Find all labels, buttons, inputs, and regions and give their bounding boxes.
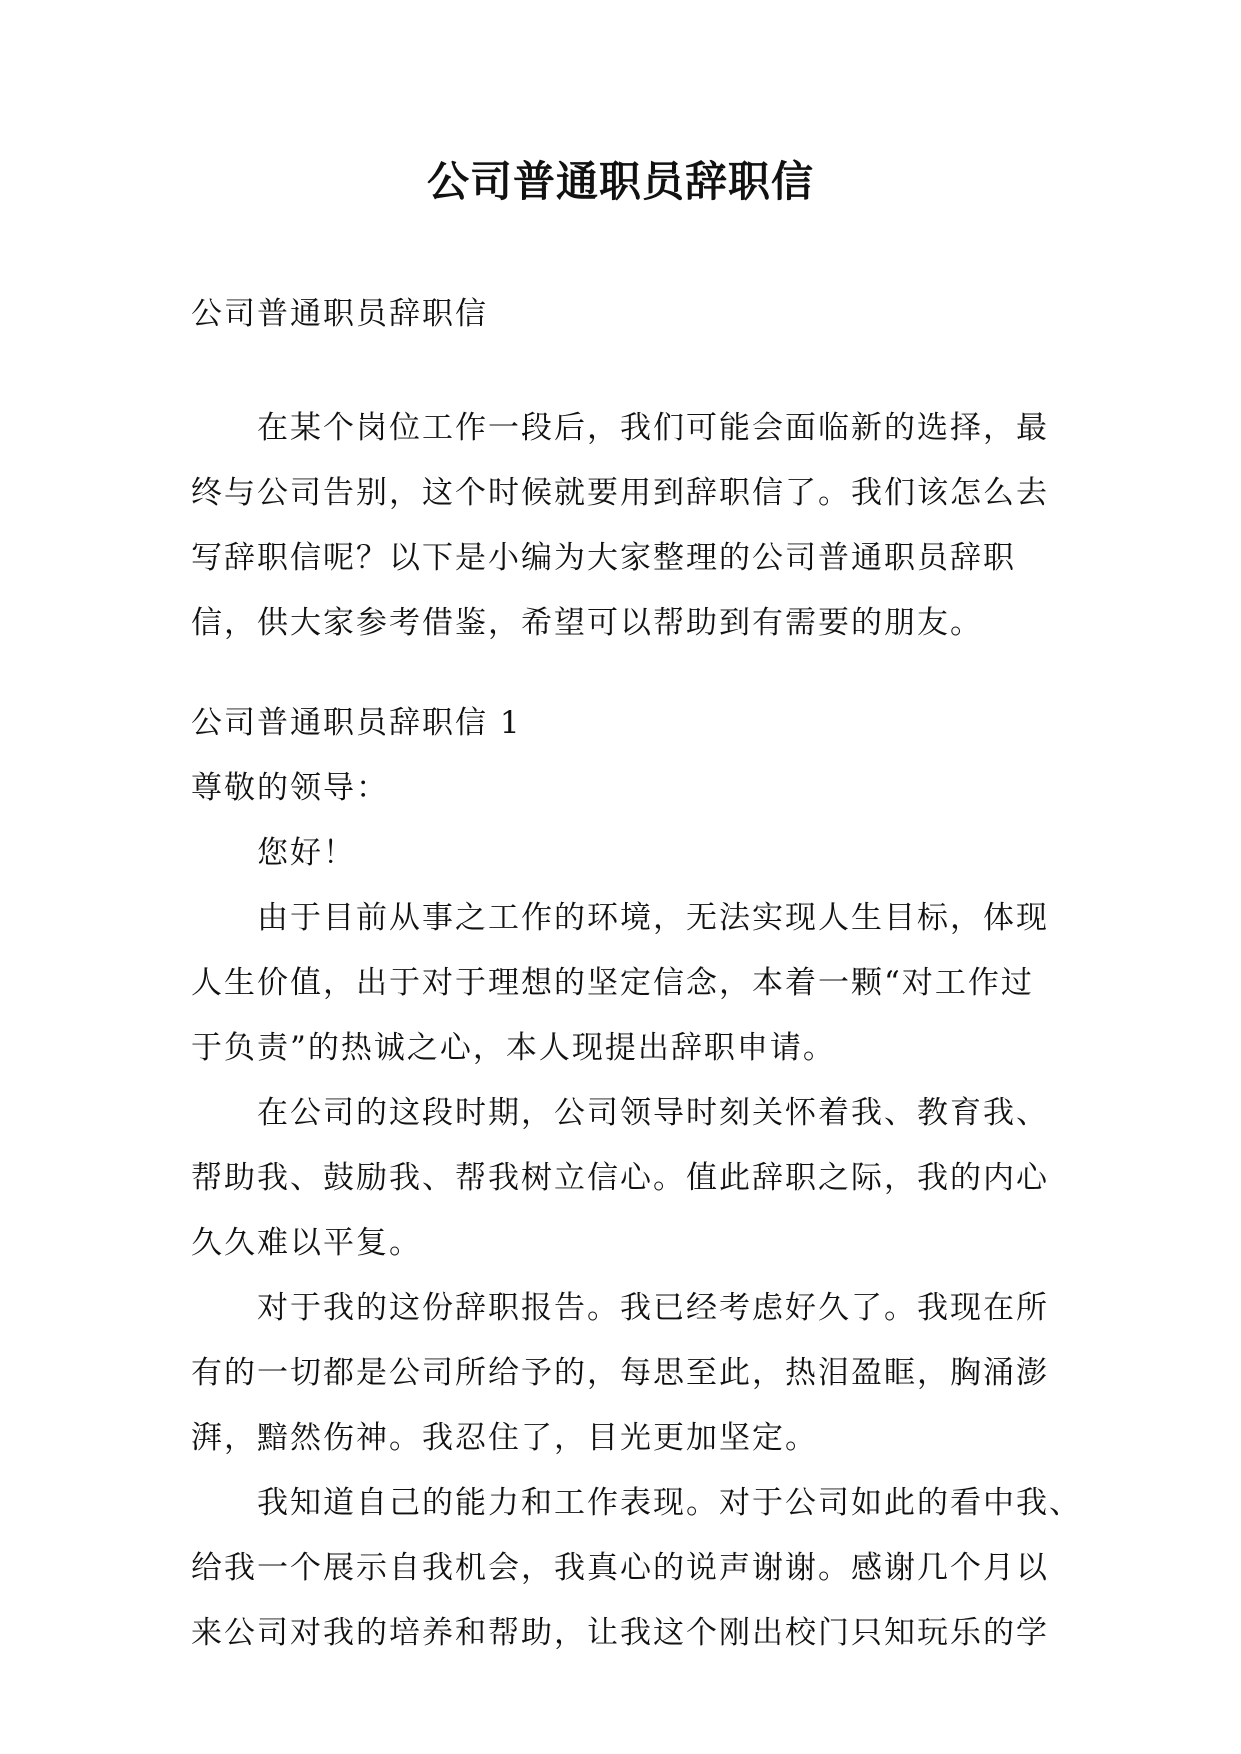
- letter-heading: 公司普通职员辞职信 1: [191, 705, 522, 741]
- intro-paragraph: [191, 396, 1056, 656]
- paragraph-3-line: 湃，黯然伤神。我忍住了，目光更加坚定。: [191, 1420, 818, 1456]
- paragraph-4-line: 来公司对我的培养和帮助，让我这个刚出校门只知玩乐的学: [191, 1615, 1049, 1651]
- intro-line: 在某个岗位工作一段后，我们可能会面临新的选择，最: [257, 410, 1049, 446]
- paragraph-1-line: 于负责”的热诚之心，本人现提出辞职申请。: [191, 1030, 836, 1066]
- intro-line: 信，供大家参考借鉴，希望可以帮助到有需要的朋友。: [191, 605, 983, 641]
- paragraph-1-line: 由于目前从事之工作的环境，无法实现人生目标，体现: [257, 900, 1049, 936]
- letter-greeting: 您好！: [257, 835, 356, 871]
- intro-line: 终与公司告别，这个时候就要用到辞职信了。我们该怎么去: [191, 475, 1049, 511]
- intro-line: 写辞职信呢？以下是小编为大家整理的公司普通职员辞职: [191, 540, 1016, 576]
- paragraph-2-line: 久久难以平复。: [191, 1225, 422, 1261]
- paragraph-4-line: 我知道自己的能力和工作表现。对于公司如此的看中我、: [257, 1485, 1082, 1521]
- paragraph-1-line: 人生价值，出于对于理想的坚定信念，本着一颗“对工作过: [191, 965, 1034, 1001]
- paragraph-3-line: 有的一切都是公司所给予的，每思至此，热泪盈眶，胸涌澎: [191, 1355, 1049, 1391]
- paragraph-2-line: 在公司的这段时期，公司领导时刻关怀着我、教育我、: [257, 1095, 1049, 1131]
- letter-body: [191, 691, 1082, 1666]
- paragraph-4-line: 给我一个展示自我机会，我真心的说声谢谢。感谢几个月以: [191, 1550, 1049, 1586]
- letter-salutation: 尊敬的领导：: [191, 770, 389, 806]
- paragraph-3-line: 对于我的这份辞职报告。我已经考虑好久了。我现在所: [257, 1290, 1049, 1326]
- subtitle-line: 公司普通职员辞职信: [191, 296, 488, 332]
- document-title: 公司普通职员辞职信: [426, 157, 814, 206]
- paragraph-2-line: 帮助我、鼓励我、帮我树立信心。值此辞职之际，我的内心: [191, 1160, 1049, 1196]
- document-subtitle: [191, 282, 1056, 347]
